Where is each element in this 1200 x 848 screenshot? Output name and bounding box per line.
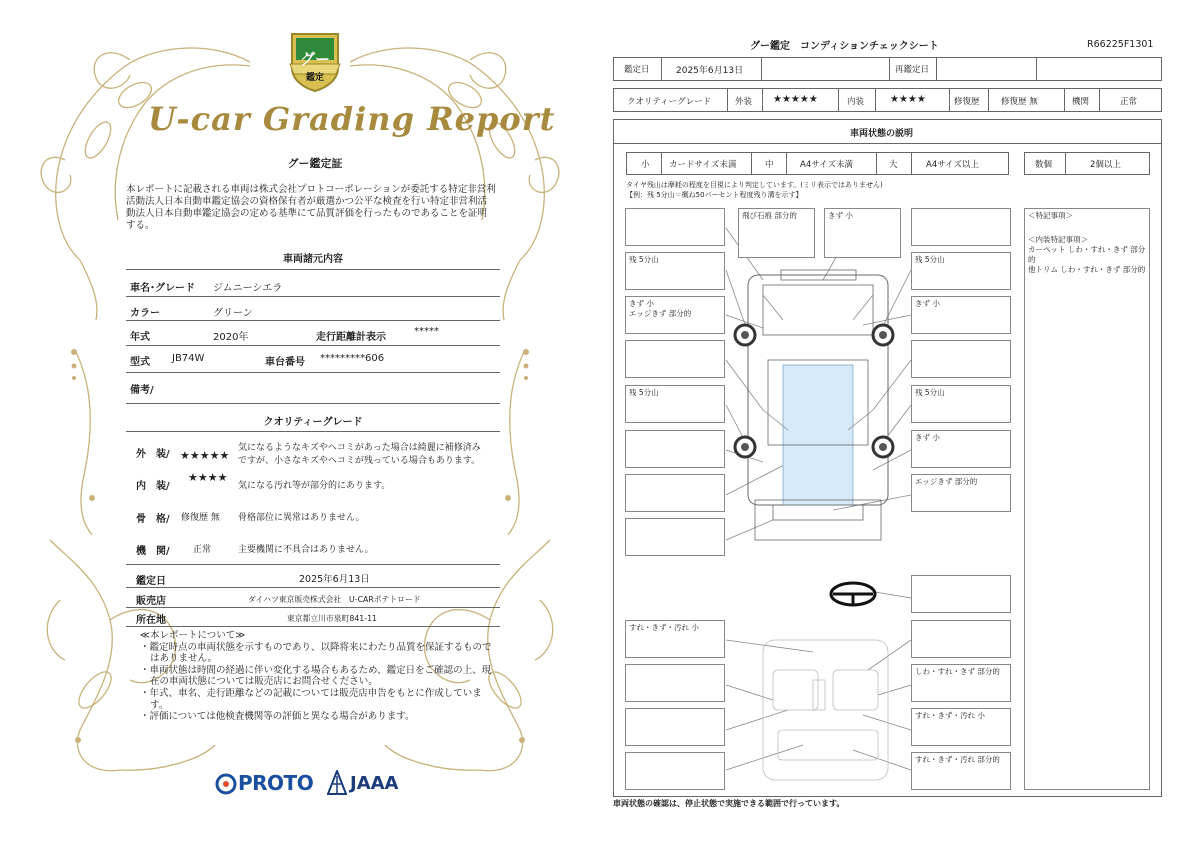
notes-item: ・車両状態は時間の経過に伴い変化する場合もあるため、鑑定日をご確認の上、現在の車両状態については販売店にお問合せください。 xyxy=(140,664,492,688)
mileage-value: ***** xyxy=(414,326,439,337)
reappraisal-label: 再鑑定日 xyxy=(895,65,930,75)
note-box-interior-left-1: すれ・きず・汚れ 小 xyxy=(625,620,725,658)
note-box-top-center-2: きず 小 xyxy=(824,208,901,258)
note-box xyxy=(625,340,725,378)
note-box-interior-right-3: すれ・きず・汚れ 部分的 xyxy=(911,752,1011,790)
note-box xyxy=(625,752,725,790)
note-box-right-side-rear: きず 小 xyxy=(911,430,1011,468)
interior-desc: 気になる汚れ等が部分的にあります。 xyxy=(238,481,391,491)
exterior-desc-1: 気になるようなキズやヘコミがあった場合は綺麗に補修済み xyxy=(238,443,481,453)
notes-title: ≪本レポートについて≫ xyxy=(140,630,246,641)
note-box-left-tire-rear: 残 5分山 xyxy=(625,385,725,423)
divider xyxy=(126,564,500,565)
note-box-right-tire-rear: 残 5分山 xyxy=(911,385,1011,423)
badge-logo-text: グー xyxy=(299,50,330,68)
year-label: 年式 xyxy=(130,332,150,343)
date-value: 2025年6月13日 xyxy=(676,66,744,76)
document-id: R66225F1301 xyxy=(1087,39,1154,50)
engine-grade-label: 機関 xyxy=(1072,97,1090,107)
notes-item: ・評価については他検査機関等の評価と異なる場合があります。 xyxy=(140,711,415,723)
note-box xyxy=(625,430,725,468)
remarks-label: 備考/ xyxy=(130,385,154,396)
color-label: カラー xyxy=(130,308,160,319)
note-box-interior-right-1: しわ・すれ・きず 部分的 xyxy=(911,664,1011,702)
size-small: 小 xyxy=(641,160,650,170)
note-box xyxy=(625,518,725,556)
appraisal-date-value: 2025年6月13日 xyxy=(299,574,370,585)
note-box xyxy=(911,208,1011,246)
count-desc: 2個以上 xyxy=(1090,160,1121,170)
note-box-interior-right-2: すれ・きず・汚れ 小 xyxy=(911,708,1011,746)
divider xyxy=(126,269,500,270)
notes-item: ・年式、車名、走行距離などの記載については販売店申告をもとに作成しています。 xyxy=(140,687,482,711)
interior-notes-line: カーペット しわ・すれ・きず 部分的 xyxy=(1028,245,1146,264)
note-box-top-center-1: 飛び石痕 部分的 xyxy=(738,208,815,258)
engine-desc: 主要機関に不具合はありません。 xyxy=(238,545,374,555)
jaaa-logo-icon xyxy=(327,770,347,796)
engine-label: 機 関/ xyxy=(136,546,170,557)
repair-label: 修復歴 xyxy=(954,97,980,107)
address-value: 東京都立川市泉町841-11 xyxy=(287,614,377,623)
certificate-title: グー鑑定証 xyxy=(287,157,343,170)
count-label: 数個 xyxy=(1035,160,1053,170)
address-label: 所在地 xyxy=(136,615,166,626)
exterior-label: 外 装/ xyxy=(136,449,170,460)
engine-value: 正常 xyxy=(193,545,212,555)
note-box-right-rear: エッジきず 部分的 xyxy=(911,474,1011,512)
interior-stars: ★★★★ xyxy=(188,471,228,484)
special-notes-title: ＜特記事項＞ xyxy=(1028,211,1073,220)
proto-logo-icon xyxy=(215,773,237,795)
divider xyxy=(126,626,500,627)
interior-label: 内 装/ xyxy=(136,481,170,492)
repair-value: 修復歴 無 xyxy=(1001,97,1038,107)
divider xyxy=(126,345,500,346)
note-box xyxy=(911,620,1011,658)
quality-section-title: クオリティーグレード xyxy=(263,417,363,428)
note-box xyxy=(625,474,725,512)
exterior-grade-label: 外装 xyxy=(735,97,753,107)
note-box xyxy=(625,708,725,746)
note-box xyxy=(911,340,1011,378)
car-name-value: ジムニーシエラ xyxy=(213,283,283,294)
dealer-value: ダイハツ東京販売株式会社 U-CARポテトロード xyxy=(248,595,421,604)
divider xyxy=(126,431,500,432)
note-box xyxy=(911,575,1011,613)
sheet-title: グー鑑定 コンディションチェックシート xyxy=(750,41,939,52)
tire-note-1: タイヤ残山は摩耗の程度を目視により判定しています。(ミリ表示ではありません) xyxy=(626,181,883,189)
frame-label: 骨 格/ xyxy=(136,514,170,525)
size-large: 大 xyxy=(889,160,898,170)
interior-grade-label: 内装 xyxy=(847,97,865,107)
sheet-footer: 車両状態の確認は、停止状態で実施できる範囲で行っています。 xyxy=(613,799,845,808)
report-script-title: U-car Grading Report xyxy=(148,100,556,138)
size-large-desc: A4サイズ以上 xyxy=(926,160,980,170)
proto-logo: PROTO xyxy=(238,771,314,795)
car-name-label: 車名･グレード xyxy=(130,283,195,294)
interior-notes-title: ＜内装特記事項＞ xyxy=(1028,235,1088,244)
model-value: JB74W xyxy=(172,353,205,364)
divider xyxy=(126,587,500,588)
condition-title: 車両状態の説明 xyxy=(850,129,914,139)
jaaa-logo: JAAA xyxy=(350,773,399,794)
note-box xyxy=(625,664,725,702)
note-box-right-tire-front: 残 5分山 xyxy=(911,252,1011,290)
note-box-left-tire-front: 残 5分山 xyxy=(625,252,725,290)
divider xyxy=(126,607,500,608)
badge-sub-text: 鑑定 xyxy=(305,73,324,83)
engine-grade-value: 正常 xyxy=(1120,97,1138,107)
exterior-stars: ★★★★★ xyxy=(180,449,230,462)
frame-desc: 骨格部位に異常はありません。 xyxy=(238,513,365,523)
certificate-intro: 本レポートに記載される車両は株式会社プロトコーポレーションが委託する特定非営利活動法人日本自動車鑑定協会の資格保有者が厳選かつ公平な検査を行い特定非営利活動法人日本自動車鑑定協会の定める基準にて品質評価を行ったものであることを証明する。 xyxy=(126,184,496,231)
size-small-desc: カードサイズ未満 xyxy=(669,160,737,170)
mileage-label: 走行距離計表示 xyxy=(316,332,386,343)
notes-item: ・鑑定時点の車両状態を示すものであり、以降将来にわたり品質を保証するものではありません。 xyxy=(140,641,492,665)
note-box-right-side-front: きず 小 xyxy=(911,296,1011,334)
report-notes xyxy=(140,630,500,723)
appraisal-date-label: 鑑定日 xyxy=(136,576,166,587)
interior-grade-stars: ★★★★ xyxy=(890,94,926,105)
tire-note-2: 【例：残 5分山＝概ね50パーセント程度残り溝を示す】 xyxy=(626,191,803,199)
model-label: 型式 xyxy=(130,357,150,368)
divider xyxy=(126,320,500,321)
spec-section-title: 車両諸元内容 xyxy=(283,254,343,265)
note-box xyxy=(625,208,725,246)
frame-value: 修復歴 無 xyxy=(181,513,220,523)
color-value: グリーン xyxy=(213,308,253,319)
chassis-label: 車台番号 xyxy=(265,357,305,368)
size-medium: 中 xyxy=(765,160,774,170)
quality-grade-label: クオリティーグレード xyxy=(627,97,712,107)
exterior-grade-stars: ★★★★★ xyxy=(773,94,818,105)
dealer-label: 販売店 xyxy=(136,596,166,607)
size-medium-desc: A4サイズ未満 xyxy=(800,160,854,170)
exterior-desc-2: ですが、小さなキズやヘコミが残っている場合もあります。 xyxy=(238,456,481,466)
date-label: 鑑定日 xyxy=(624,65,650,75)
interior-notes-line: 他トリム しわ・すれ・きず 部分的 xyxy=(1028,265,1146,274)
divider xyxy=(126,372,500,373)
special-notes-panel xyxy=(1024,208,1150,790)
year-value: 2020年 xyxy=(213,332,249,343)
note-box-left-side-front: きず 小 エッジきず 部分的 xyxy=(625,296,725,334)
divider xyxy=(126,296,500,297)
divider xyxy=(126,403,500,404)
chassis-value: *********606 xyxy=(320,353,385,364)
